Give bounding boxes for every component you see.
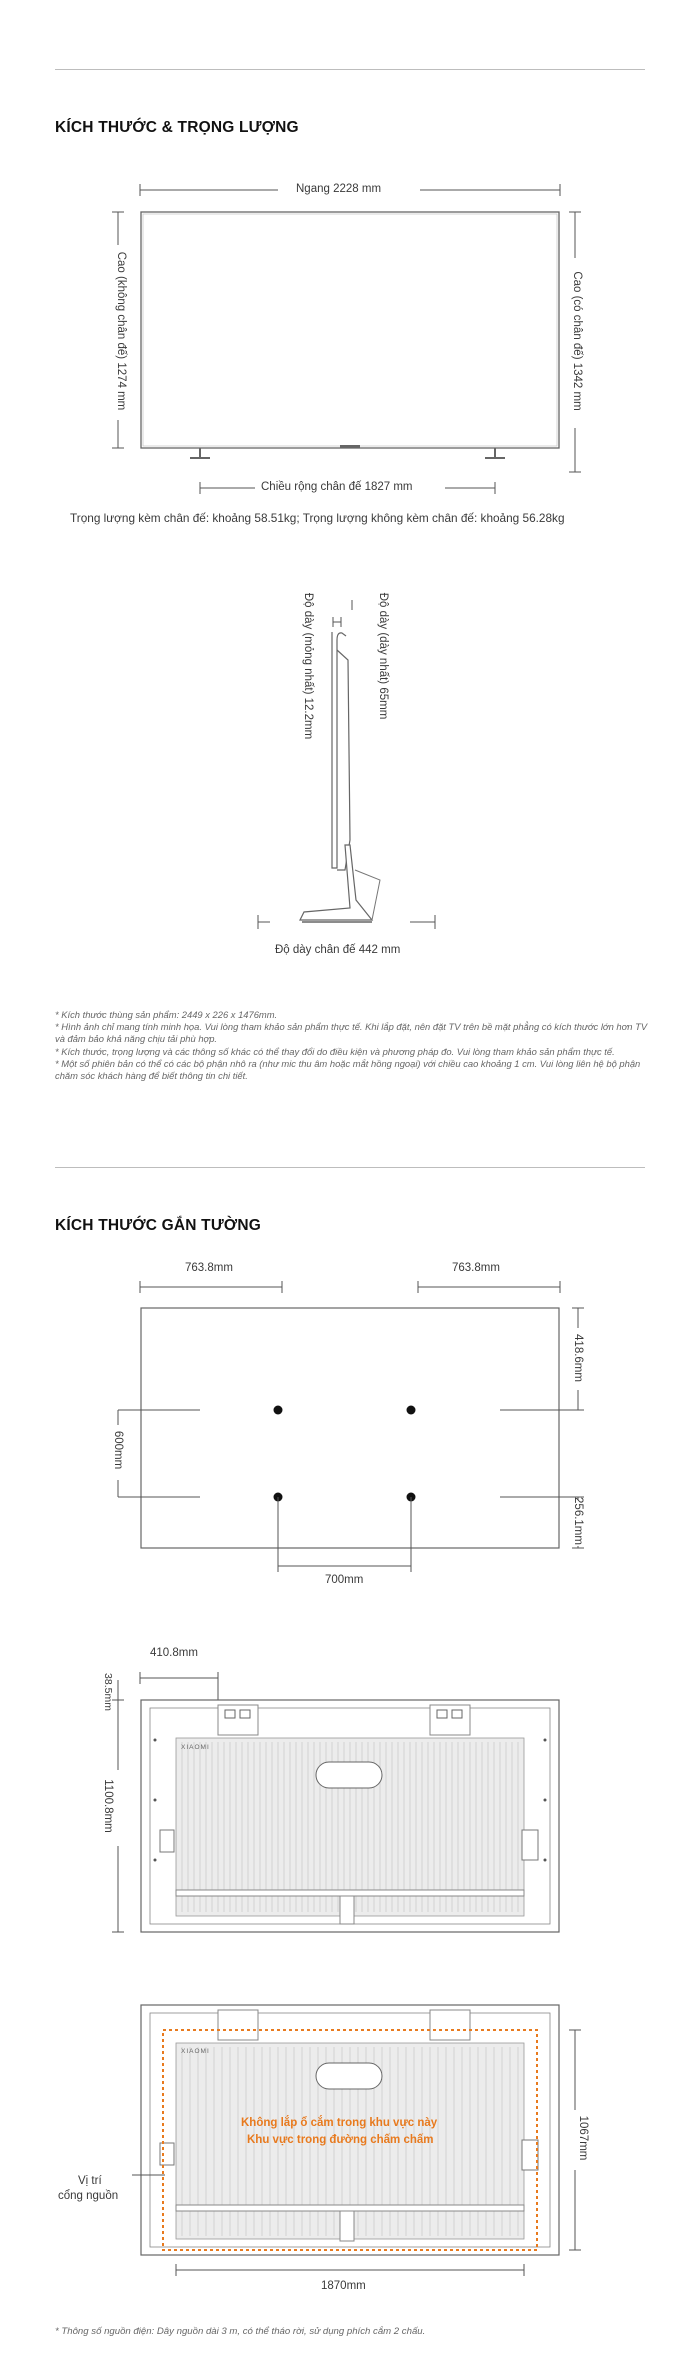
- vertical-spacing-label: 600mm: [112, 1430, 124, 1470]
- zone-height-label: 1067mm: [577, 2115, 589, 2161]
- warning-line-2: Khu vực trong đường chấm chấm: [247, 2134, 434, 2146]
- height-no-stand-label: Cao (không chân đế) 1274 mm: [115, 251, 127, 411]
- bottom-offset-label: 256.1mm: [572, 1497, 584, 1545]
- back-top-gap-label: 38.5mm: [102, 1673, 114, 1711]
- brand-logo-2: XIAOMI: [181, 2048, 210, 2055]
- note-4: * Một số phiên bản có thể có các bộ phận nhô ra (như mic thu âm hoặc mắt hồng ngoại) với chiều cao khoảng 1 cm. Vui lòng liên hệ bộ phận chăm sóc khách hàng để biết thông tin chi tiết.: [55, 1057, 641, 1082]
- warning-line-1: Không lắp ổ cắm trong khu vực này: [241, 2117, 438, 2129]
- left-offset-label: 763.8mm: [185, 1262, 233, 1274]
- section-title-dimensions: KÍCH THƯỚC & TRỌNG LƯỢNG: [55, 119, 299, 136]
- width-label: Ngang 2228 mm: [296, 183, 382, 195]
- thickest-label: Độ dày (dày nhất) 65mm: [377, 592, 389, 720]
- note-2: * Hình ảnh chỉ mang tính minh họa. Vui lòng tham khảo sản phẩm thực tế. Khi lắp đặt, nên đặt TV trên bề mặt phẳng có kích thước lớn hơn TV và đảm bảo khả năng chịu tải phù hợp.: [55, 1021, 648, 1045]
- section-title-wall-mount: KÍCH THƯỚC GẮN TƯỜNG: [55, 1217, 261, 1234]
- weight-info: Trọng lượng kèm chân đế: khoảng 58.51kg; Trọng lượng không kèm chân đế: khoảng 56.28kg: [70, 511, 565, 525]
- right-offset-label: 763.8mm: [452, 1262, 500, 1274]
- horizontal-spacing-label: 700mm: [325, 1574, 364, 1586]
- height-with-stand-label: Cao (có chân đế) 1342 mm: [571, 271, 583, 411]
- back-top-left-label: 410.8mm: [150, 1647, 198, 1659]
- stand-width-label: Chiều rộng chân đế 1827 mm: [261, 481, 413, 493]
- thinnest-label: Độ dày (mỏng nhất) 12.2mm: [302, 592, 314, 740]
- zone-width-label: 1870mm: [321, 2280, 366, 2292]
- note-3: * Kích thước, trọng lượng và các thông số khác có thể thay đổi do điều kiện và phương pháp đo. Vui lòng tham khảo sản phẩm thực tế.: [55, 1045, 615, 1057]
- brand-logo: XIAOMI: [181, 1744, 210, 1751]
- power-port-label-1: Vị trí: [78, 2175, 102, 2187]
- back-height-label: 1100.8mm: [102, 1779, 114, 1833]
- power-port-label-2: cổng nguồn: [58, 2190, 119, 2202]
- top-offset-label: 418.6mm: [572, 1334, 584, 1382]
- stand-depth-label: Độ dày chân đế 442 mm: [275, 944, 401, 956]
- power-note: * Thông số nguồn điện: Dây nguồn dài 3 m, có thể tháo rời, sử dụng phích cắm 2 chấu.: [55, 2326, 426, 2337]
- note-1: * Kích thước thùng sản phẩm: 2449 x 226 x 1476mm.: [55, 1009, 278, 1020]
